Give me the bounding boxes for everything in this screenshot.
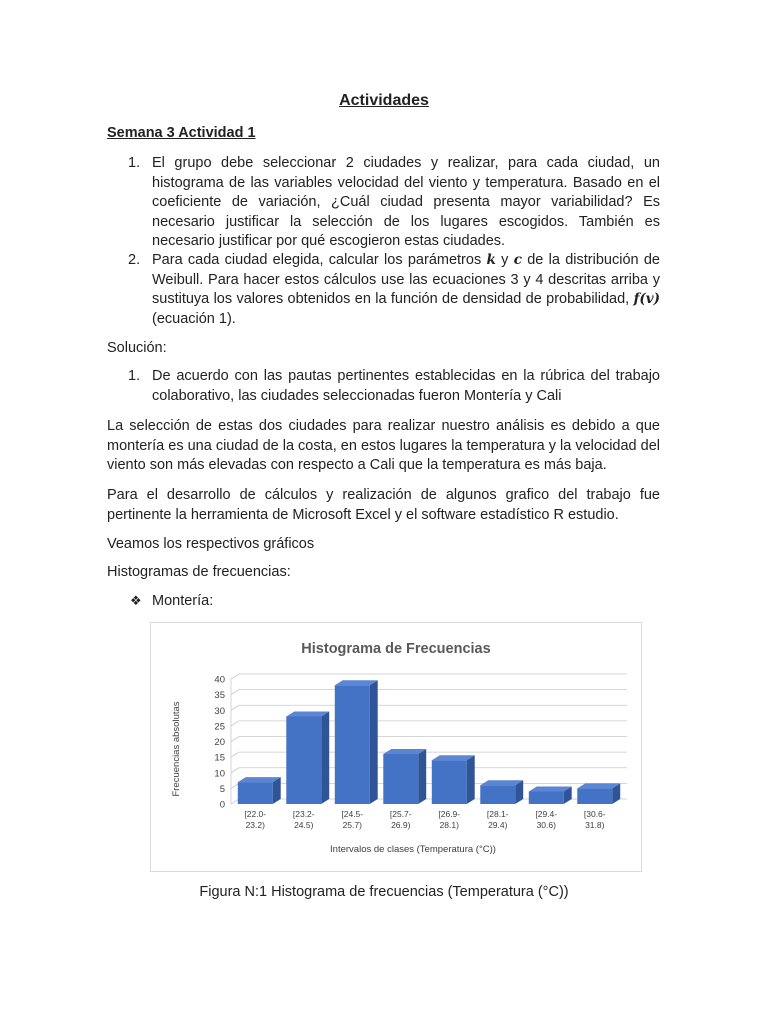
y-tick-label: 15 [214,752,225,764]
x-tick-label: [30.6- [583,809,606,819]
y-tick-label: 25 [214,721,225,733]
histogram-svg [151,623,641,871]
x-tick-label: 23.2) [245,820,265,830]
x-tick-label: 26.9) [391,820,411,830]
bar [238,782,273,804]
gridline-slant [231,674,239,679]
x-tick-label: 28.1) [439,820,459,830]
bar [480,785,515,804]
function-fv: f(v) [633,291,660,307]
chart-title: Histograma de Frecuencias [301,641,491,657]
param-c: c [513,252,522,268]
y-tick-label: 0 [219,799,225,811]
activity-text-part: de la distribución de Weibull. Para hacer estos cálculos use las ecuaciones 3 y 4 descritas arriba y sustituya los valores obtenidos en la función de densidad de probabilidad, [152,252,660,307]
gridline-slant [231,705,239,710]
bar [432,760,467,804]
gridline-slant [231,737,239,742]
y-tick-label: 5 [219,783,225,795]
x-tick-label: [23.2- [292,809,315,819]
activity-text-part: (ecuación 1). [152,310,236,327]
y-tick-label: 35 [214,690,225,702]
activity-number: 2. [128,252,141,268]
bar-side [370,680,378,804]
x-tick-label: 30.6) [536,820,556,830]
x-tick-label: [22.0- [244,809,267,819]
bar-side [418,749,426,804]
histogram-chart [150,622,642,872]
activity-text: El grupo debe seleccionar 2 ciudades y realizar, para cada ciudad, un histograma de las variables velocidad del viento y temperatura. Basado en el coeficiente de variación, ¿Cuál ciudad presenta mayor variabilidad? Es necesario justificar la selección de los lugares escogidos. También es necesario justificar por qué escogieron estas ciudades. [152,155,660,249]
y-tick-label: 40 [214,674,225,686]
x-tick-label: 29.4) [488,820,508,830]
bar [529,792,564,805]
gridline-slant [231,690,239,695]
param-k: k [486,252,496,268]
y-tick-label: 20 [214,737,225,748]
paragraph-selection: La selección de estas dos ciudades para realizar nuestro análisis es debido a que montería es una ciudad de la costa, en estos lugares la temperatura y la velocidad del viento son más elevadas con respecto a Cali que la temperatura es más baja. [107,418,660,473]
paragraph-graphs-intro: Veamos los respectivos gráficos [107,536,315,552]
x-tick-label: [25.7- [389,809,412,819]
paragraph-tools: Para el desarrollo de cálculos y realización de algunos grafico del trabajo fue pertinente la herramienta de Microsoft Excel y el software estadístico R estudio. [107,487,660,523]
x-axis-label: Intervalos de clases (Temperatura (°C)) [330,844,496,855]
bar [383,754,418,804]
figure-caption: Figura N:1 Histograma de frecuencias (Temperatura (°C)) [199,884,569,900]
gridline-slant [231,721,239,726]
solution-text: De acuerdo con las pautas pertinentes establecidas en la rúbrica del trabajo colaborativo, las ciudades seleccionadas fueron Montería y Cali [152,368,660,404]
page-title: Actividades [339,92,429,109]
x-tick-label: 24.5) [294,820,314,830]
bar-side [467,755,475,804]
bar-side [321,712,329,805]
x-tick-label: [26.9- [438,809,461,819]
activity-text-part: y [495,252,514,268]
activity-text-part: Para cada ciudad elegida, calcular los parámetros [152,252,487,268]
gridline-slant [231,768,239,773]
section-subtitle: Semana 3 Actividad 1 [107,125,256,141]
activity-text [152,251,660,329]
bar [577,788,612,804]
y-axis-label: Frecuencias absolutas [171,701,182,797]
x-tick-label: 25.7) [342,820,362,830]
gridline-slant [231,752,239,757]
diamond-bullet-icon: ❖ [130,593,142,608]
x-tick-label: [29.4- [535,809,558,819]
activity-number: 1. [128,155,141,171]
x-tick-label: [28.1- [486,809,509,819]
solution-label: Solución: [107,340,167,356]
x-tick-label: 31.8) [585,820,605,830]
y-tick-label: 10 [214,768,225,780]
y-tick-label: 30 [214,705,225,717]
paragraph-histograms: Histogramas de frecuencias: [107,564,291,580]
bullet-label: Montería: [152,593,214,609]
x-tick-label: [24.5- [341,809,364,819]
solution-number: 1. [128,368,141,384]
bar [286,717,321,805]
bar [335,685,370,804]
